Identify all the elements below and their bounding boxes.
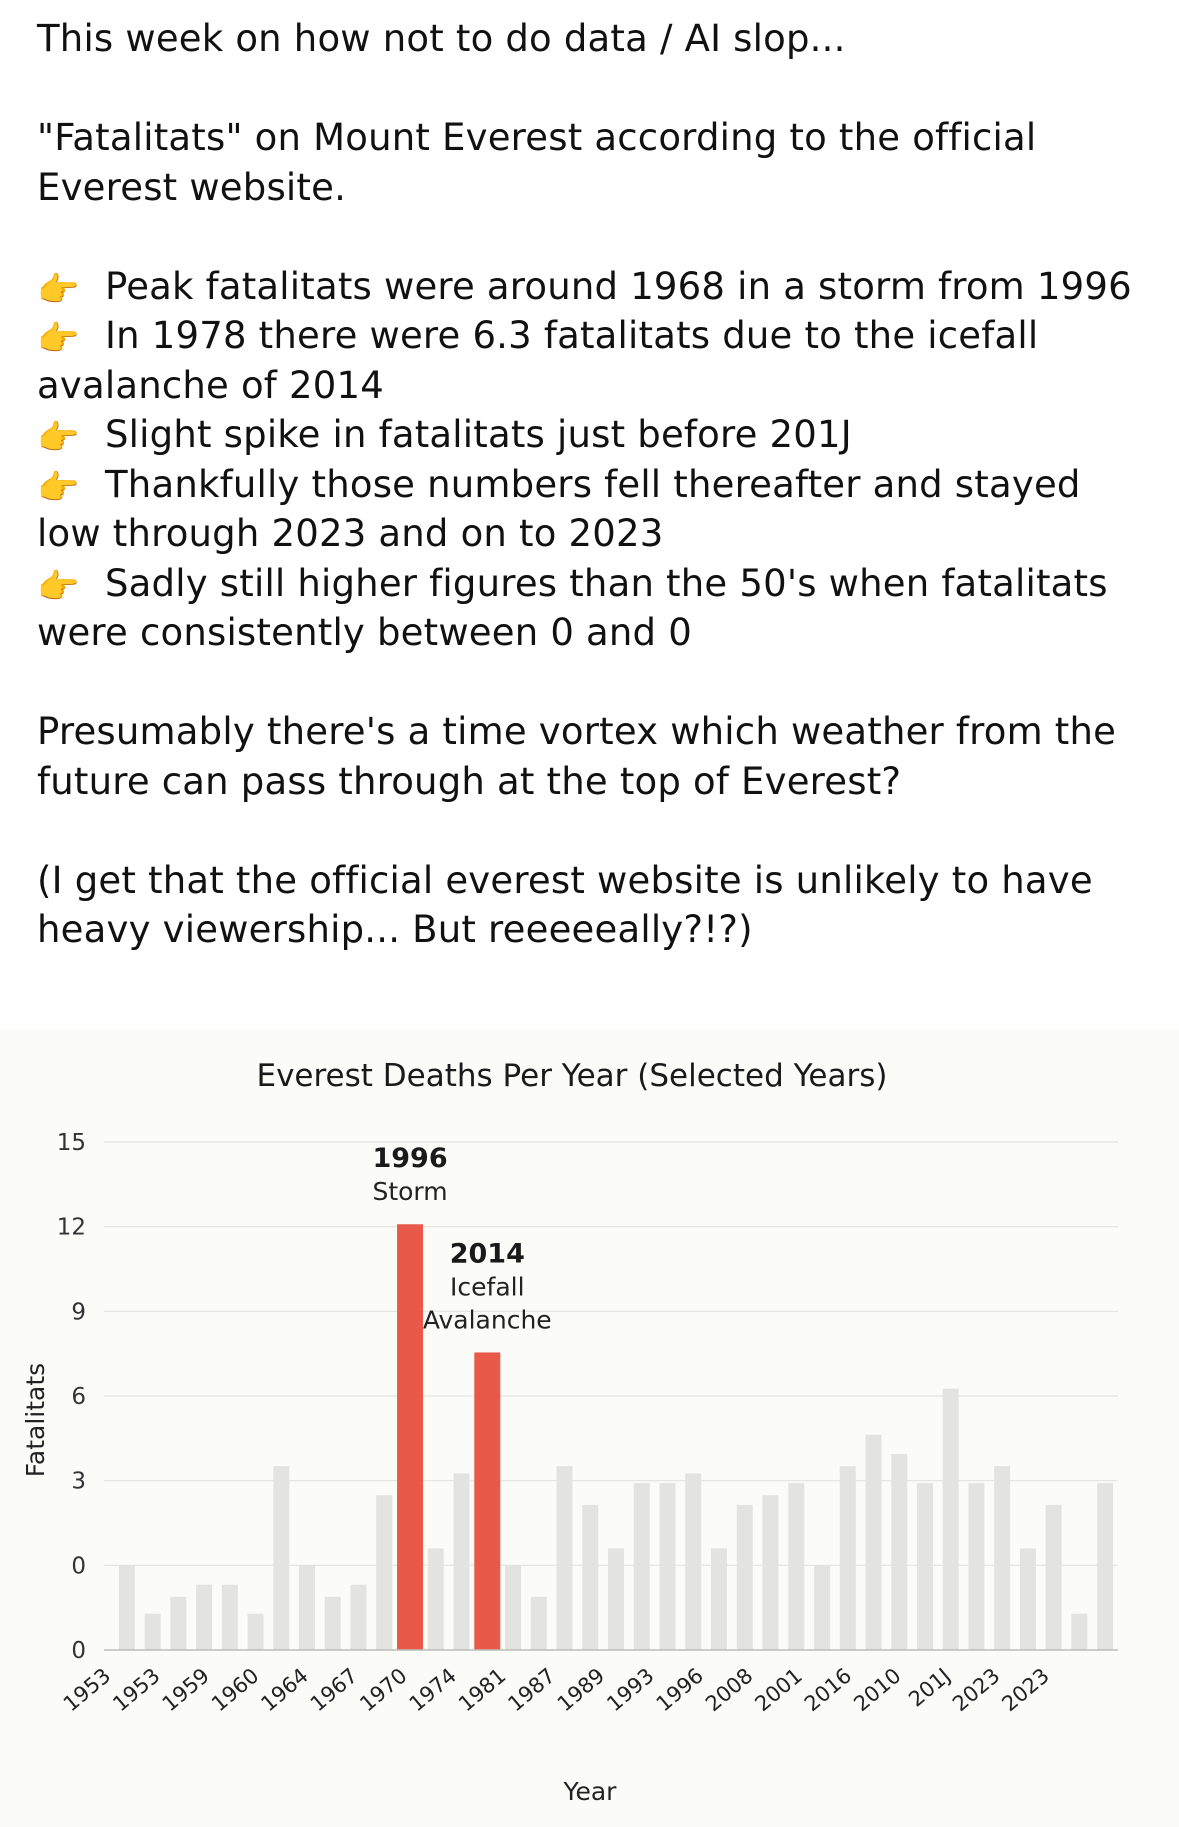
bar xyxy=(1020,1548,1036,1650)
bar xyxy=(711,1548,727,1650)
bar xyxy=(557,1466,573,1650)
y-tick-label: 0 xyxy=(71,1553,86,1580)
bar xyxy=(505,1565,521,1650)
bar xyxy=(634,1483,650,1650)
bullet-text: Slight spike in fatalitats just before 201J xyxy=(105,413,852,456)
x-tick-label: 1981 xyxy=(454,1663,511,1717)
annotation-line: Avalanche xyxy=(422,1305,552,1335)
bar xyxy=(737,1505,753,1650)
x-tick-label: 1996 xyxy=(651,1663,709,1717)
x-tick-label: 1989 xyxy=(552,1663,610,1717)
annotation-title: 2014 xyxy=(449,1238,525,1270)
annotation-line: Storm xyxy=(372,1177,448,1207)
y-tick-label: 3 xyxy=(71,1468,86,1495)
bullet-list xyxy=(37,262,1147,658)
bar xyxy=(119,1565,135,1650)
bar xyxy=(865,1435,881,1650)
bullet-item xyxy=(37,559,1147,658)
bar xyxy=(1046,1505,1062,1650)
bar xyxy=(454,1473,470,1650)
bullet-item xyxy=(37,262,1147,312)
y-tick-label: 9 xyxy=(71,1299,86,1326)
bullet-item xyxy=(37,410,1147,460)
bullet-text: Thankfully those numbers fell thereafter and stayed low through 2023 and on to 2023 xyxy=(37,462,1081,555)
pointing-right-icon: 👉 xyxy=(37,418,80,458)
bar xyxy=(1097,1483,1113,1650)
post-heading: "Fatalitats" on Mount Everest according to the official Everest website. xyxy=(37,116,1037,209)
x-tick-label: 2016 xyxy=(799,1663,857,1717)
bullet-text: Sadly still higher figures than the 50's when fatalitats were consistently between 0 and 0 xyxy=(37,561,1108,654)
bar xyxy=(376,1495,392,1650)
gridlines xyxy=(104,1142,1118,1565)
bar xyxy=(891,1454,907,1650)
bar xyxy=(788,1483,804,1650)
bullet-item xyxy=(37,311,1147,410)
bar xyxy=(351,1585,367,1650)
bar xyxy=(428,1548,444,1650)
bar xyxy=(840,1466,856,1650)
bar xyxy=(531,1597,547,1650)
x-tick-label: 2008 xyxy=(701,1663,758,1717)
pointing-right-icon: 👉 xyxy=(37,269,80,310)
bar xyxy=(1071,1614,1087,1650)
y-tick-label: 0 xyxy=(71,1638,86,1664)
x-tick-label: 2023 xyxy=(948,1663,1005,1717)
pointing-right-icon: 👉 xyxy=(37,467,80,508)
bar xyxy=(299,1565,315,1650)
bars xyxy=(119,1224,1113,1650)
x-tick-label: 1970 xyxy=(355,1663,412,1717)
bar xyxy=(762,1495,778,1650)
annotation-title: 1996 xyxy=(372,1143,448,1175)
y-tick-labels xyxy=(57,1130,86,1664)
bar-chart xyxy=(0,1030,1179,1827)
bar xyxy=(917,1483,933,1650)
x-tick-label: 1974 xyxy=(404,1663,462,1717)
bar xyxy=(968,1483,984,1650)
post-closing: (I get that the official everest website is unlikely to have heavy viewership... But reeeeeally?!?) xyxy=(37,858,1093,951)
post-intro: This week on how not to do data / AI slop... xyxy=(37,17,846,60)
x-tick-label: 1993 xyxy=(602,1663,659,1717)
annotation-line: Icefall xyxy=(450,1272,525,1302)
bar xyxy=(608,1548,624,1650)
x-tick-labels xyxy=(59,1663,1054,1716)
y-tick-label: 15 xyxy=(56,1130,86,1156)
bar xyxy=(273,1466,289,1650)
x-tick-label: 1960 xyxy=(207,1663,264,1717)
x-tick-label: 1959 xyxy=(157,1663,215,1717)
x-axis-label: Year xyxy=(563,1777,617,1806)
bar xyxy=(943,1389,959,1650)
bar xyxy=(248,1614,264,1650)
bar xyxy=(325,1597,341,1650)
y-axis-label: Fatalitats xyxy=(21,1362,50,1478)
x-tick-label: 2001 xyxy=(750,1663,807,1717)
bar xyxy=(814,1565,830,1650)
highlighted-bar xyxy=(397,1224,423,1650)
bar xyxy=(582,1505,598,1650)
x-tick-label: 1953 xyxy=(108,1663,165,1717)
chart-title: Everest Deaths Per Year (Selected Years) xyxy=(256,1058,888,1094)
chart-image xyxy=(0,1030,1179,1827)
y-tick-label: 12 xyxy=(56,1214,86,1241)
x-tick-label: 1964 xyxy=(256,1663,313,1717)
bullet-text: Peak fatalitats were around 1968 in a storm from 1996 xyxy=(105,264,1132,308)
bar xyxy=(685,1473,701,1650)
bar xyxy=(659,1483,675,1650)
y-tick-label: 6 xyxy=(71,1384,86,1410)
bar xyxy=(145,1614,161,1650)
bullet-item xyxy=(37,460,1147,559)
x-tick-label: 201J xyxy=(904,1663,956,1712)
pointing-right-icon: 👉 xyxy=(37,566,80,607)
bar xyxy=(994,1466,1010,1650)
bar xyxy=(196,1585,212,1650)
x-tick-label: 2023 xyxy=(997,1663,1054,1717)
bar xyxy=(222,1585,238,1650)
bullet-text: In 1978 there were 6.3 fatalitats due to the icefall avalanche of 2014 xyxy=(37,314,1039,407)
x-tick-label: 1967 xyxy=(305,1663,363,1717)
post-paragraph: Presumably there's a time vortex which weather from the future can pass through at the top of Everest? xyxy=(37,710,1117,803)
bar xyxy=(170,1597,186,1650)
x-tick-label: 2010 xyxy=(849,1663,906,1717)
x-tick-label: 1953 xyxy=(58,1663,116,1717)
x-tick-label: 1987 xyxy=(503,1663,560,1717)
pointing-right-icon: 👉 xyxy=(37,319,80,359)
post-text xyxy=(37,14,1147,955)
highlighted-bar xyxy=(474,1352,500,1650)
